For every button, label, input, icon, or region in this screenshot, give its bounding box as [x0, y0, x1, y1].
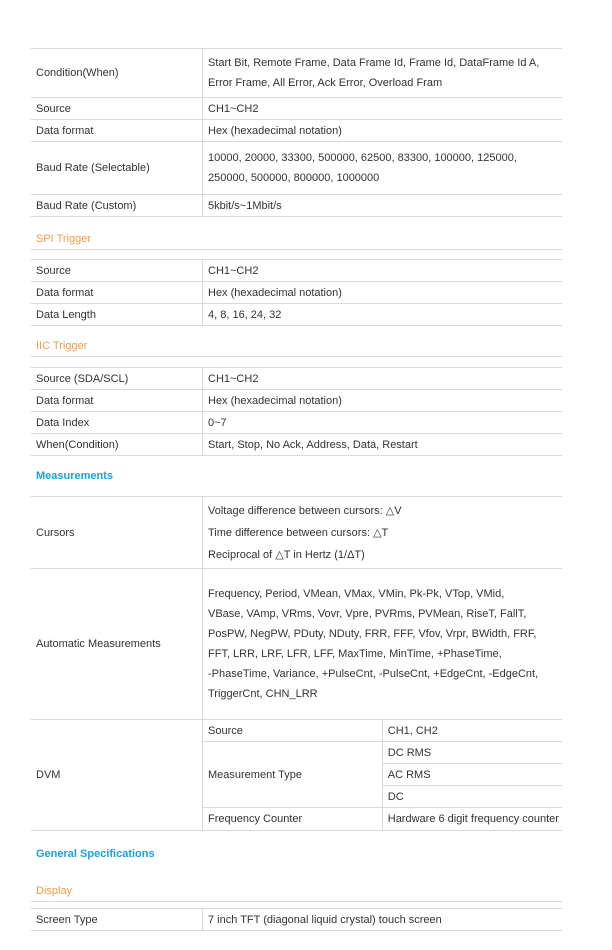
table-row — [31, 412, 562, 434]
row-key: Data format — [31, 120, 203, 142]
row-value: 7 inch TFT (diagonal liquid crystal) touch screen — [203, 909, 563, 931]
row-value — [203, 497, 563, 569]
row-value-line: PosPW, NegPW, PDuty, NDuty, FRR, FFF, Vfov, Vrpr, BWidth, FRF, — [208, 628, 537, 640]
row-key: Source (SDA/SCL) — [31, 368, 203, 390]
dvm-freq-label: Frequency Counter — [203, 808, 383, 831]
row-value — [203, 569, 563, 720]
spi-trigger-heading: SPI Trigger — [31, 228, 562, 250]
row-value-line: -PhaseTime, Variance, +PulseCnt, -PulseCnt, +EdgeCnt, -EdgeCnt, — [208, 668, 539, 680]
row-value — [203, 49, 563, 98]
row-value-line: TriggerCnt, CHN_LRR — [208, 688, 318, 700]
row-value-line: Error Frame, All Error, Ack Error, Overload Fram — [208, 77, 443, 89]
row-value: CH1~CH2 — [203, 368, 563, 390]
row-key: Automatic Measurements — [31, 569, 203, 720]
table-row — [31, 49, 562, 98]
row-value-line: 10000, 20000, 33300, 500000, 62500, 83300, 100000, 125000, — [208, 152, 517, 164]
table-row — [31, 142, 562, 195]
dvm-mtype-value: DC RMS — [382, 742, 562, 764]
table-row — [31, 260, 562, 282]
table-row — [31, 98, 562, 120]
row-key: Condition(When) — [31, 49, 203, 98]
measurements-table — [31, 496, 562, 831]
row-key: Data format — [31, 390, 203, 412]
row-value: 0~7 — [203, 412, 563, 434]
row-value: 4, 8, 16, 24, 32 — [203, 304, 563, 326]
row-value: Hex (hexadecimal notation) — [203, 120, 563, 142]
row-value-line: Reciprocal of △T in Hertz (1/ΔT) — [208, 548, 365, 561]
dvm-source-value: CH1, CH2 — [382, 720, 562, 742]
table-row — [31, 497, 562, 569]
dvm-mtype-value: DC — [382, 786, 562, 808]
row-value-line: VBase, VAmp, VRms, Vovr, Vpre, PVRms, PVMean, RiseT, FallT, — [208, 608, 527, 620]
iic-trigger-heading: IIC Trigger — [31, 335, 562, 357]
table-row — [31, 434, 562, 456]
row-key: Source — [31, 98, 203, 120]
row-value-line: Frequency, Period, VMean, VMax, VMin, Pk-Pk, VTop, VMid, — [208, 588, 505, 600]
table-row — [31, 390, 562, 412]
table-row — [31, 569, 562, 720]
dvm-source-label: Source — [203, 720, 383, 742]
iic-trigger-table — [31, 367, 562, 456]
row-key: Source — [31, 260, 203, 282]
row-value: CH1~CH2 — [203, 98, 563, 120]
row-value-line: Time difference between cursors: △T — [208, 526, 389, 539]
row-key: Data Length — [31, 304, 203, 326]
row-key: Baud Rate (Selectable) — [31, 142, 203, 195]
row-value-line: Start Bit, Remote Frame, Data Frame Id, Frame Id, DataFrame Id A, — [208, 57, 540, 69]
row-key: When(Condition) — [31, 434, 203, 456]
table-row — [31, 368, 562, 390]
row-key: Data Index — [31, 412, 203, 434]
measurements-heading: Measurements — [36, 470, 114, 482]
can-trigger-table — [31, 48, 562, 217]
row-key: Baud Rate (Custom) — [31, 195, 203, 217]
row-key: Screen Type — [31, 909, 203, 931]
dvm-mtype-value: AC RMS — [382, 764, 562, 786]
spi-trigger-table — [31, 259, 562, 326]
general-spec-heading: General Specifications — [36, 848, 155, 860]
row-key: Cursors — [31, 497, 203, 569]
row-value-line: 250000, 500000, 800000, 1000000 — [208, 172, 380, 184]
row-value: Start, Stop, No Ack, Address, Data, Restart — [203, 434, 563, 456]
table-row — [31, 304, 562, 326]
display-table — [31, 908, 562, 931]
row-value: 5kbit/s~1Mbit/s — [203, 195, 563, 217]
row-key: Data format — [31, 282, 203, 304]
row-value: Hex (hexadecimal notation) — [203, 282, 563, 304]
row-value: Hex (hexadecimal notation) — [203, 390, 563, 412]
dvm-freq-value: Hardware 6 digit frequency counter — [382, 808, 562, 831]
table-row — [31, 195, 562, 217]
row-value-line: FFT, LRR, LRF, LFR, LFF, MaxTime, MinTime, +PhaseTime, — [208, 648, 502, 660]
table-row — [31, 720, 562, 742]
table-row — [31, 909, 562, 931]
dvm-mtype-label: Measurement Type — [203, 742, 383, 808]
row-value-line: Voltage difference between cursors: △V — [208, 504, 402, 517]
row-value — [203, 142, 563, 195]
table-row — [31, 282, 562, 304]
row-key: DVM — [31, 720, 203, 831]
display-heading: Display — [31, 880, 562, 902]
table-row — [31, 120, 562, 142]
row-value: CH1~CH2 — [203, 260, 563, 282]
